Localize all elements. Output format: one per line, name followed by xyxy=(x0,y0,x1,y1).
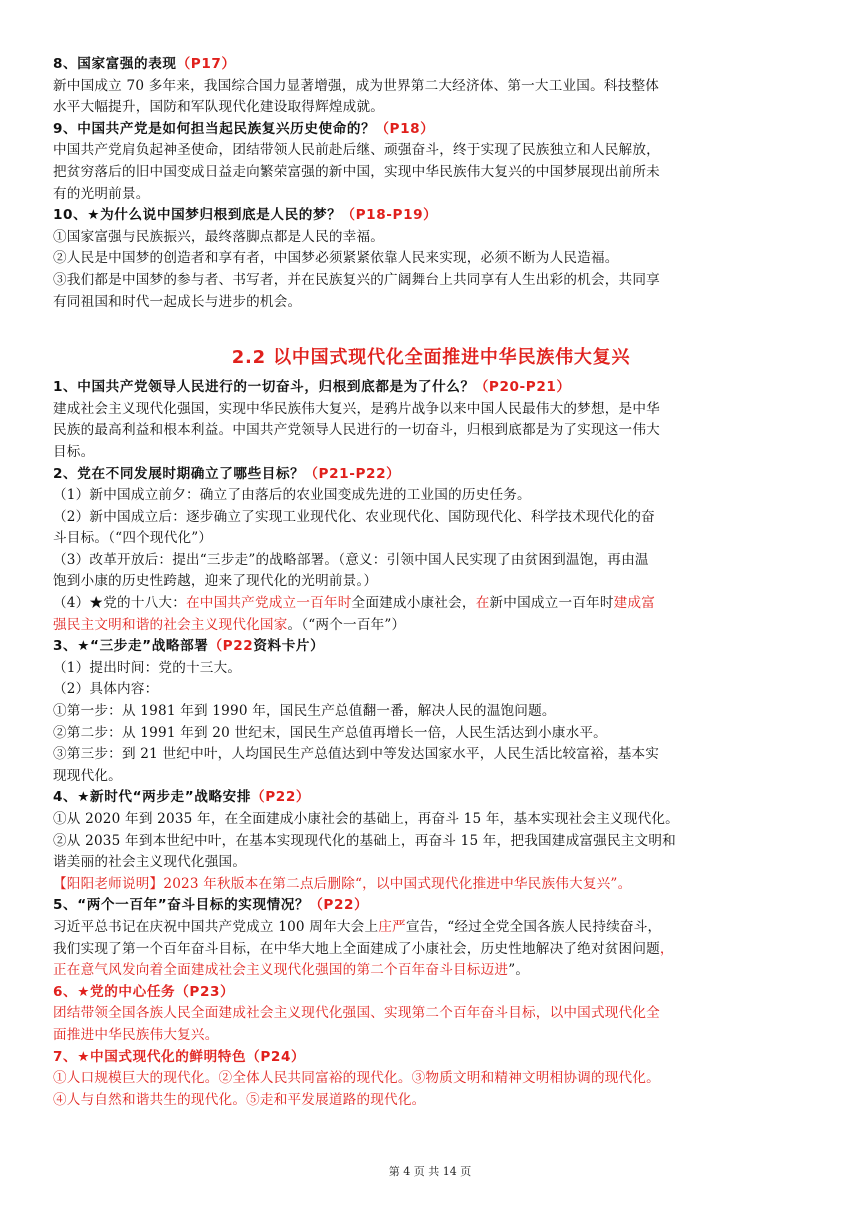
question-7-title: 7、★中国式现代化的鲜明特色 xyxy=(53,1048,247,1065)
page-ref: （P22 xyxy=(208,638,254,655)
answer-line: 有的光明前景。 xyxy=(53,185,150,202)
text-segment: （4）★党的十八大： xyxy=(53,595,186,612)
page-content xyxy=(53,54,809,1111)
highlight-text: 强民主文明和谐的社会主义现代化国家 xyxy=(53,616,288,633)
answer-line xyxy=(53,615,809,637)
answer-line: 有同祖国和时代一起成长与进步的机会。 xyxy=(53,293,302,310)
highlight-text: 在 xyxy=(475,595,490,612)
answer-line: （2）新中国成立后：逐步确立了实现工业现代化、农业现代化、国防现代化、科学技术现代化的奋 xyxy=(53,508,655,525)
answer-line: ②从 2035 年到本世纪中叶，在基本实现现代化的基础上，再奋斗 15 年，把我国建成富强民主文明和 xyxy=(53,832,676,849)
answer-line: 饱到小康的历史性跨越，迎来了现代化的光明前景。） xyxy=(53,573,378,590)
answer-line: 面推进中华民族伟大复兴。 xyxy=(53,1026,219,1043)
highlight-text: ， xyxy=(659,940,674,957)
question-5-heading xyxy=(53,895,809,917)
section-heading: 2.2 以中国式现代化全面推进中华民族伟大复兴 xyxy=(231,347,631,369)
answer-line: ①国家富强与民族振兴，最终落脚点都是人民的幸福。 xyxy=(53,228,385,245)
answer-line: 目标。 xyxy=(53,443,95,460)
text-segment: 习近平总书记在庆祝中国共产党成立 100 周年大会上 xyxy=(53,918,379,935)
page-ref: （P23） xyxy=(175,983,235,1000)
question-9-heading xyxy=(53,119,809,141)
page-ref: （P18-P19） xyxy=(341,207,438,224)
question-2-heading xyxy=(53,464,809,486)
highlight-text: 庄严 xyxy=(378,918,406,935)
question-3-title: 3、★“三步走”战略部署 xyxy=(53,638,209,655)
answer-line: ②第二步：从 1991 年到 20 世纪末，国民生产总值再增长一倍，人民生活达到小康水平。 xyxy=(53,724,607,741)
answer-line: （1）提出时间：党的十三大。 xyxy=(53,659,242,676)
question-5-title: 5、“两个一百年”奋斗目标的实现情况？ xyxy=(53,897,310,914)
text-segment: 新中国成立一百年时 xyxy=(489,595,614,612)
highlight-text: 正在意气风发向着全面建成社会主义现代化强国的第二个百年奋斗目标迈进 xyxy=(53,962,509,979)
answer-line: （2）具体内容： xyxy=(53,681,159,698)
answer-line: 中国共产党肩负起神圣使命，团结带领人民前赴后继、顽强奋斗，终于实现了民族独立和人民解放， xyxy=(53,142,660,159)
answer-line: ①第一步：从 1981 年到 1990 年，国民生产总值翻一番，解决人民的温饱问题。 xyxy=(53,703,556,720)
answer-line: 把贫穷落后的旧中国变成日益走向繁荣富强的新中国，实现中华民族伟大复兴的中国梦展现出前所未 xyxy=(53,163,660,180)
answer-line: 建成社会主义现代化强国，实现中华民族伟大复兴，是鸦片战争以来中国人民最伟大的梦想，是中华 xyxy=(53,400,660,417)
highlight-text: 建成富 xyxy=(613,595,656,612)
question-1-heading xyxy=(53,377,809,399)
text-segment: ”。 xyxy=(508,962,530,979)
question-4-heading xyxy=(53,787,809,809)
answer-line: 新中国成立 70 多年来，我国综合国力显著增强，成为世界第二大经济体、第一大工业国。科技整体 xyxy=(53,77,660,94)
page-footer: 第 4 页 共 14 页 xyxy=(388,1165,472,1178)
answer-line: ②人民是中国梦的创造者和享有者，中国梦必须紧紧依靠人民来实现，必须不断为人民造福。 xyxy=(53,250,619,267)
teacher-note: 【阳阳老师说明】2023 年秋版本在第二点后删除“，以中国式现代化推进中华民族伟大复兴”。 xyxy=(53,875,632,892)
answer-line: ③我们都是中国梦的参与者、书写者，并在民族复兴的广阔舞台上共同享有人生出彩的机会，共同享 xyxy=(53,271,660,288)
page-ref: （P18） xyxy=(375,120,435,137)
answer-line: 斗目标。（“四个现代化”） xyxy=(53,530,213,547)
highlight-text: 在中国共产党成立一百年时 xyxy=(186,595,352,612)
page-ref: （P22） xyxy=(309,897,369,914)
answer-line: ①从 2020 年到 2035 年，在全面建成小康社会的基础上，再奋斗 15 年，基本实现社会主义现代化。 xyxy=(53,811,679,827)
page-ref: （P20-P21） xyxy=(474,379,571,396)
question-6-title: 6、★党的中心任务 xyxy=(53,983,176,1000)
answer-line: 水平大幅提升，国防和军队现代化建设取得辉煌成就。 xyxy=(53,99,385,116)
question-8-heading xyxy=(53,54,809,76)
answer-line: （3）改革开放后：提出“三步走”的战略部署。（意义：引领中国人民实现了由贫困到温饱，再由温 xyxy=(53,551,649,568)
question-6-heading xyxy=(53,982,809,1004)
question-3-heading xyxy=(53,636,809,658)
answer-line: 团结带领全国各族人民全面建成社会主义现代化强国、实现第二个百年奋斗目标，以中国式现代化全 xyxy=(53,1005,660,1022)
answer-line xyxy=(53,960,809,982)
answer-line: ④人与自然和谐共生的现代化。⑤走和平发展道路的现代化。 xyxy=(53,1091,426,1108)
question-10-heading xyxy=(53,205,809,227)
text-segment: 我们实现了第一个百年奋斗目标，在中华大地上全面建成了小康社会，历史性地解决了绝对贫困问题 xyxy=(53,940,660,957)
page-ref: （P24） xyxy=(246,1048,306,1065)
page-ref: （P22） xyxy=(251,789,311,806)
answer-line: 现现代化。 xyxy=(53,767,122,784)
question-10-title: 10、★为什么说中国梦归根到底是人民的梦？ xyxy=(53,207,342,224)
page-ref: （P17） xyxy=(176,56,236,72)
text-segment: 宣告，“经过全党全国各族人民持续奋斗， xyxy=(405,918,662,935)
answer-line: ①人口规模巨大的现代化。②全体人民共同富裕的现代化。③物质文明和精神文明相协调的现代化。 xyxy=(53,1070,660,1087)
question-1-title: 1、中国共产党领导人民进行的一切奋斗，归根到底都是为了什么？ xyxy=(53,379,475,396)
page-ref-tail: 资料卡片） xyxy=(253,638,325,655)
text-segment: 。（“两个一百年”） xyxy=(287,616,406,633)
question-2-title: 2、党在不同发展时期确立了哪些目标？ xyxy=(53,465,305,482)
answer-line xyxy=(53,593,809,615)
answer-line: ③第三步：到 21 世纪中叶，人均国民生产总值达到中等发达国家水平，人民生活比较富裕，基本实 xyxy=(53,746,660,763)
question-9-title: 9、中国共产党是如何担当起民族复兴历史使命的？ xyxy=(53,120,376,137)
page-ref: （P21-P22） xyxy=(304,465,401,482)
answer-line: 谐美丽的社会主义现代化强国。 xyxy=(53,854,247,871)
answer-line: 民族的最高利益和根本利益。中国共产党领导人民进行的一切奋斗，归根到底都是为了实现这一伟大 xyxy=(53,422,660,439)
answer-line xyxy=(53,917,809,939)
text-segment: 全面建成小康社会， xyxy=(351,595,476,612)
answer-line xyxy=(53,939,809,961)
question-4-title: 4、★新时代“两步走”战略安排 xyxy=(53,789,252,806)
answer-line: （1）新中国成立前夕：确立了由落后的农业国变成先进的工业国的历史任务。 xyxy=(53,487,531,504)
question-7-heading xyxy=(53,1047,809,1069)
question-8-title: 8、国家富强的表现 xyxy=(53,56,177,72)
